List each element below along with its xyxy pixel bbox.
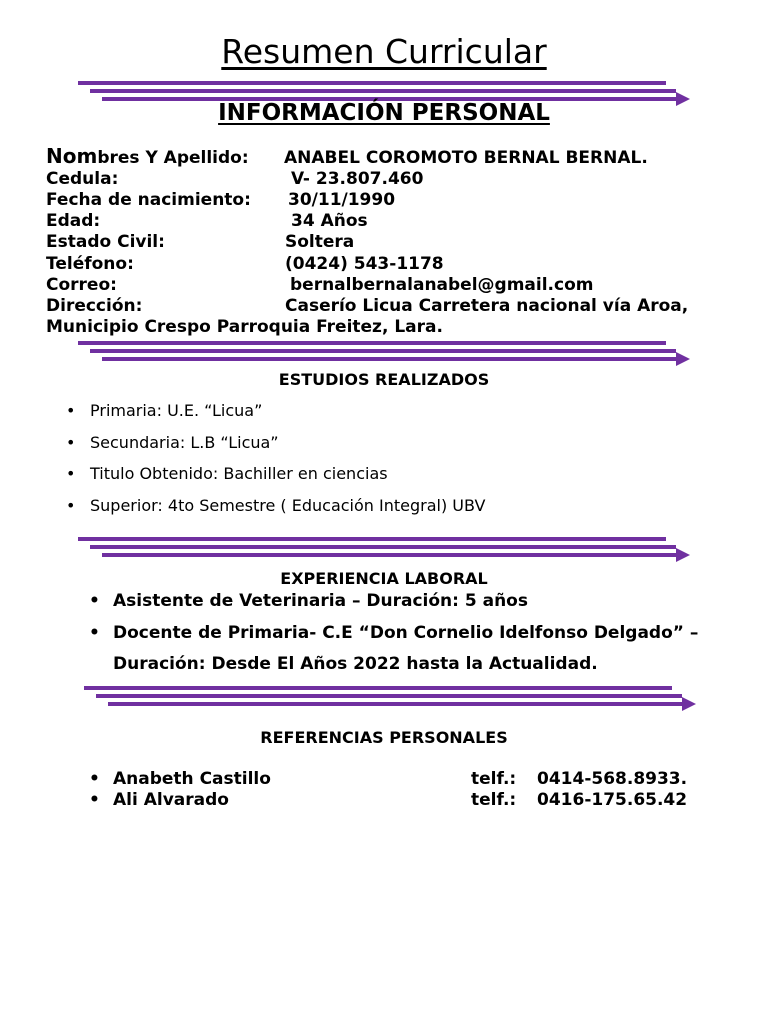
document-title: Resumen Curricular (221, 32, 547, 71)
name-value: ANABEL COROMOTO BERNAL BERNAL. (284, 148, 648, 168)
email-label: Correo: (46, 275, 117, 295)
phone-label: Teléfono: (46, 254, 134, 274)
studies-item: • Secundaria: L.B “Licua” (90, 433, 279, 452)
phone-value: (0424) 543-1178 (285, 254, 444, 274)
address-value-line1: Caserío Licua Carretera nacional vía Aroa, (285, 296, 689, 316)
experience-item: • Docente de Primaria- C.E “Don Cornelio Idelfonso Delgado” – (113, 623, 698, 643)
divider-arrow-4 (84, 683, 704, 713)
reference-phone-label: telf.: (471, 790, 517, 810)
birth-value: 30/11/1990 (288, 190, 396, 210)
cedula-label: Cedula: (46, 169, 119, 189)
cedula-value: V- 23.807.460 (291, 169, 424, 189)
reference-name: • Ali Alvarado (113, 790, 229, 810)
studies-heading: ESTUDIOS REALIZADOS (278, 370, 490, 389)
reference-phone: 0416-175.65.42 (537, 790, 688, 810)
age-value: 34 Años (291, 211, 368, 231)
email-value: bernalbernalanabel@gmail.com (290, 275, 594, 295)
studies-item: • Primaria: U.E. “Licua” (90, 401, 262, 420)
experience-heading: EXPERIENCIA LABORAL (280, 569, 488, 588)
name-label-initial: Nom (46, 144, 98, 168)
experience-item-continuation: Duración: Desde El Años 2022 hasta la Actualidad. (113, 654, 598, 674)
reference-phone: 0414-568.8933. (537, 769, 688, 789)
divider-arrow-3 (78, 534, 698, 564)
address-value-line2: Municipio Crespo Parroquia Freitez, Lara. (46, 317, 443, 337)
address-label: Dirección: (46, 296, 143, 316)
studies-item: • Superior: 4to Semestre ( Educación Integral) UBV (90, 496, 485, 515)
age-label: Edad: (46, 211, 101, 231)
personal-info-heading: INFORMACIÓN PERSONAL (218, 100, 550, 126)
reference-name: • Anabeth Castillo (113, 769, 271, 789)
name-label-rest: bres Y Apellido: (97, 148, 249, 168)
civil-status-label: Estado Civil: (46, 232, 165, 252)
references-heading: REFERENCIAS PERSONALES (260, 728, 508, 747)
reference-phone-label: telf.: (471, 769, 517, 789)
studies-item: • Titulo Obtenido: Bachiller en ciencias (90, 464, 388, 483)
name-label (46, 146, 249, 169)
birth-label: Fecha de nacimiento: (46, 190, 251, 210)
experience-item: • Asistente de Veterinaria – Duración: 5 años (113, 591, 528, 611)
divider-arrow-2 (78, 338, 698, 368)
civil-status-value: Soltera (285, 232, 355, 252)
